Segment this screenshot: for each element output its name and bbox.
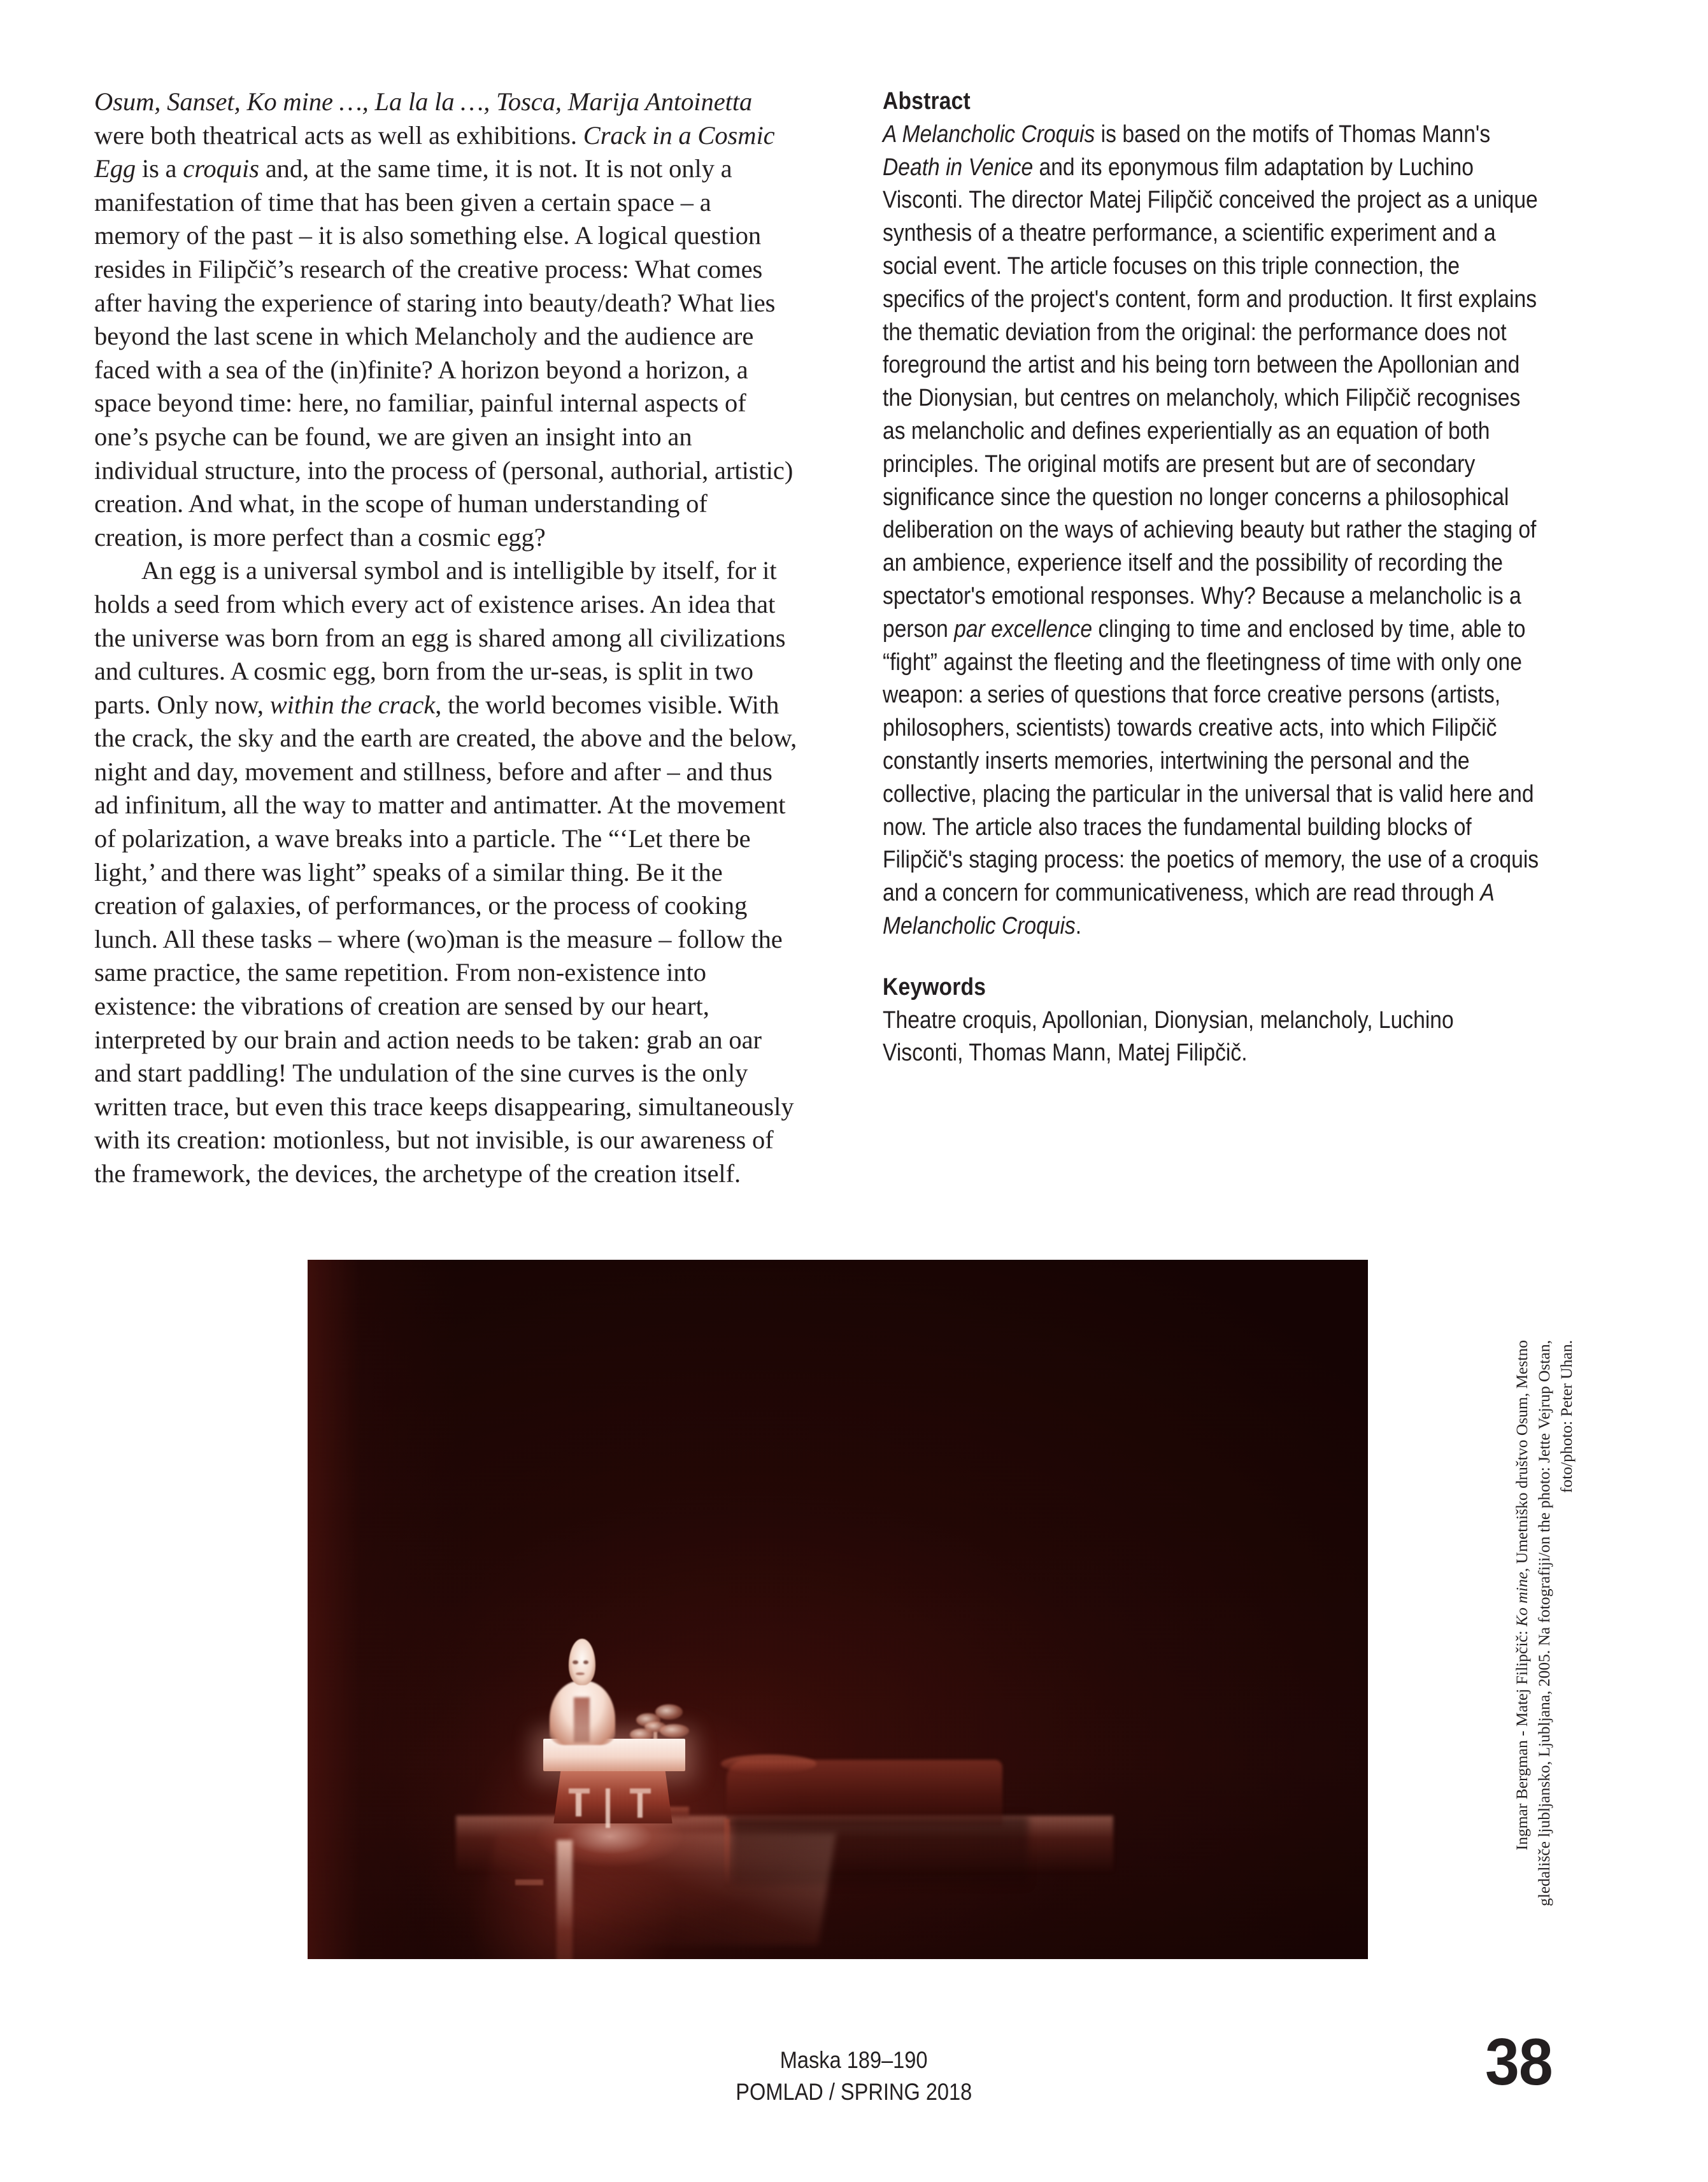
performer-shading xyxy=(574,1697,590,1742)
keywords-list: Theatre croquis, Apollonian, Dionysian, melancholy, Luchino Visconti, Thomas Mann, Matej Filipčič. xyxy=(883,1006,1454,1067)
photograph-image xyxy=(308,1260,1368,1959)
figure-caption-text xyxy=(1511,1340,1577,1913)
italic-run: croquis xyxy=(183,154,259,183)
article-columns xyxy=(94,85,1540,1191)
abstract-heading: Abstract xyxy=(883,88,971,115)
italic-run: Death in Venice xyxy=(883,153,1034,181)
page-footer xyxy=(0,2044,1708,2108)
page-number xyxy=(1485,2025,1612,2099)
italic-run: Crack in a Cosmic Egg xyxy=(94,120,775,183)
pedestal-detail xyxy=(637,1793,643,1818)
italic-run: par excellence xyxy=(954,615,1093,643)
text-run: is a xyxy=(136,154,183,183)
keywords-heading: Keywords xyxy=(883,973,986,1001)
publication-issue: POMLAD / SPRING 2018 xyxy=(736,2079,972,2105)
body-paragraph-1 xyxy=(94,85,798,554)
pedestal-body xyxy=(553,1771,672,1823)
chaise-backrest xyxy=(721,1755,816,1773)
italic-run: A Melancholic Croquis xyxy=(883,880,1494,939)
figure-photograph xyxy=(308,1260,1368,1959)
text-run: and, at the same time, it is not. It is not only a manifestation of time that has been given a certain space – a memory of the past – it is also something else. A logical question resides in Filipčič’s research of the creative process: What comes after having the experience of staring into beauty/death? What lies beyond the last scene in which Melancholy and the audience are faced with a sea of the (in)finite? A horizon beyond a horizon, a space beyond time: here, no familiar, painful internal aspects of one’s psyche can be found, we are given an insight into an individual structure, into the process of (personal, authorial, artistic) creation. And what, in the scope of human understanding of creation, is more perfect than a cosmic egg? xyxy=(94,154,794,552)
text-run: is based on the motifs of Thomas Mann's xyxy=(1095,120,1491,148)
italic-run: Ko mine xyxy=(1512,1572,1531,1627)
performer-eye xyxy=(573,1660,578,1664)
plant-foliage xyxy=(655,1704,683,1720)
text-run: , the world becomes visible. With the crack, the sky and the earth are created, the above and the below, night and day, movement and stillness, before and after – and thus ad infinitum, all the way to matter and antimatter. At the movement of polarization, a wave breaks into a particle. The “‘Let there be light,’ and there was light” speaks of a similar thing. Be it the creation of galaxies, of performances, or the process of cooking lunch. All these tasks – where (wo)man is the measure – follow the same practice, the same repetition. From non-existence into existence: the vibrations of creation are sensed by our heart, interpreted by our brain and action needs to be taken: grab an oar and start paddling! The undulation of the sine curves is the only written trace, but even this trace keeps disappearing, simultaneously with its creation: motionless, but not invisible, is our awareness of the framework, the devices, the archetype of the creation itself. xyxy=(94,690,797,1188)
text-run: were both theatrical acts as well as exhibitions. xyxy=(94,120,583,150)
chaise-leg xyxy=(724,1819,729,1885)
abstract-column xyxy=(883,85,1540,1070)
abstract-body xyxy=(883,118,1539,943)
page-number-value: 38 xyxy=(1485,2025,1553,2099)
floor-light-streak xyxy=(557,1840,573,1959)
italic-run: Osum, Sanset, Ko mine …, La la la …, Tosca, Marija Antoinetta xyxy=(94,87,753,116)
bench-shadow xyxy=(732,1816,1028,1886)
text-run: Ingmar Bergman - Matej Filipčič: xyxy=(1512,1626,1531,1851)
publication-title: Maska 189–190 xyxy=(780,2047,928,2073)
plant-foliage xyxy=(644,1722,665,1733)
italic-run: A Melancholic Croquis xyxy=(883,120,1095,148)
italic-run: within the crack xyxy=(269,690,436,719)
text-run: clinging to time and enclosed by time, able to “fight” against the fleeting and the fleetingness of time with only one weapon: a series of questions that force creative persons (artists, philosophers, scientists) towards creative acts, into which Filipčič constantly inserts memories, intertwining the personal and the collective, placing the particular in the universal that is valid here and now. The article also traces the fundamental building blocks of Filipčič's staging process: the poetics of memory, the use of a croquis and a concern for communicativeness, which are read through xyxy=(883,615,1539,907)
text-run: , Umetniško društvo Osum, Mestno gledališče ljubljansko, Ljubljana, 2005. Na fotografiji/on the photo: Jette Vejrup Ostan, foto/photo: Peter Uhan. xyxy=(1512,1340,1576,1907)
keywords-block xyxy=(883,971,1539,1070)
body-text-column xyxy=(94,85,798,1191)
body-paragraph-2 xyxy=(94,554,798,1190)
text-run: and its eponymous film adaptation by Luchino Visconti. The director Matej Filipčič conceived the project as a unique synthesis of a theatre performance, a scientific experiment and a social event. The article focuses on this triple connection, the specifics of the project's content, form and production. It first explains the thematic deviation from the original: the performance does not foreground the artist and his being torn between the Apollonian and the Dionysian, but centres on melancholy, which Filipčič recognises as melancholic and defines experientially as an equation of both principles. The original motifs are present but are of secondary significance since the question no longer concerns a philosophical deliberation on the ways of achieving beauty but rather the staging of an ambience, experience itself and the possibility of recording the spectator's emotional responses. Why? Because a melancholic is a person xyxy=(883,153,1538,643)
pedestal-detail xyxy=(576,1793,581,1816)
text-run: An egg is a universal symbol and is intelligible by itself, for it holds a seed from which every act of existence arises. An idea that the universe was born from an egg is shared among all civilizations and cultures. A cosmic egg, born from the ur-seas, is split in two parts. Only now, xyxy=(94,556,786,719)
foreground-object xyxy=(515,1879,543,1885)
pedestal-detail xyxy=(606,1788,610,1827)
figure-caption xyxy=(1511,767,1576,1907)
text-run: . xyxy=(1075,912,1082,939)
